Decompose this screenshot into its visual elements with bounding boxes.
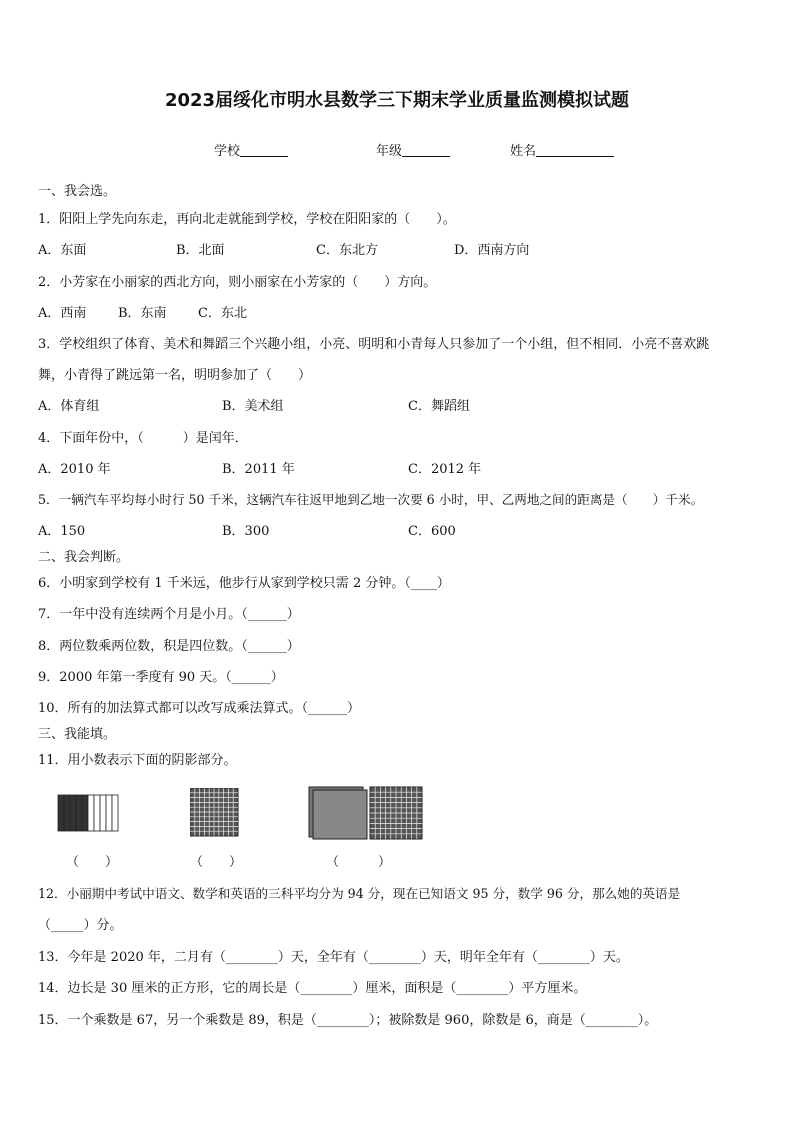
question-5: 5．一辆汽车平均每小时行 50 千米，这辆汽车往返甲地到乙地一次要 6 小时，甲、乙两地之间的距离是（ ）千米。 <box>38 492 704 507</box>
grade-label: 年级 <box>376 144 403 159</box>
question-10: 10．所有的加法算式都可以改写成乘法算式。（______） <box>38 701 361 716</box>
school-field <box>214 140 288 159</box>
name-blank[interactable] <box>536 143 614 157</box>
grade-blank[interactable] <box>402 143 450 157</box>
q4-option-c[interactable]: C．2012 年 <box>408 462 482 477</box>
name-label: 姓名 <box>510 144 537 159</box>
q1-option-a[interactable]: A．东面 <box>38 243 87 258</box>
question-11: 11．用小数表示下面的阴影部分。 <box>38 753 237 768</box>
q11-blank-1[interactable]: （ ） <box>66 855 119 870</box>
figure-strips <box>57 794 119 832</box>
name-field <box>510 140 614 159</box>
strip-empty <box>88 795 94 831</box>
section-heading: 二、我会判断。 <box>38 550 130 565</box>
question-15: 15．一个乘数是 67，另一个乘数是 89，积是（________）；被除数是 960，除数是 6，商是（________）。 <box>38 1013 658 1028</box>
q1-option-b[interactable]: B．北面 <box>176 243 225 258</box>
q1-option-c[interactable]: C．东北方 <box>316 243 378 258</box>
strip-shaded <box>70 795 76 831</box>
question-1: 1．阳阳上学先向东走，再向北走就能到学校，学校在阳阳家的（ ）。 <box>38 212 456 227</box>
question-9: 9．2000 年第一季度有 90 天。（______） <box>38 670 284 685</box>
page-title: 2023届绥化市明水县数学三下期末学业质量监测模拟试题 <box>164 90 630 111</box>
strip-empty <box>100 795 106 831</box>
section-heading: 三、我能填。 <box>38 727 117 742</box>
question-8: 8．两位数乘两位数，积是四位数。（______） <box>38 639 300 654</box>
q11-blank-3[interactable]: （ ） <box>326 855 392 870</box>
school-blank[interactable] <box>240 143 288 157</box>
q2-option-a[interactable]: A．西南 <box>38 306 87 321</box>
q4-option-b[interactable]: B．2011 年 <box>222 462 295 477</box>
question-7: 7．一年中没有连续两个月是小月。（______） <box>38 607 300 622</box>
strip-shaded <box>82 795 88 831</box>
strip-empty <box>106 795 112 831</box>
school-label: 学校 <box>214 144 241 159</box>
strip-shaded <box>76 795 82 831</box>
question-14: 14．边长是 30 厘米的正方形，它的周长是（________）厘米，面积是（________）平方厘米。 <box>38 981 587 996</box>
question-2: 2．小芳家在小丽家的西北方向，则小丽家在小芳家的（ ）方向。 <box>38 275 437 290</box>
figure-grid <box>190 788 240 838</box>
q5-option-b[interactable]: B．300 <box>222 524 270 539</box>
question-3-line-1: 3．学校组织了体育、美术和舞蹈三个兴趣小组，小亮、明明和小青每人只参加了一个小组，但不相同．小亮不喜欢跳 <box>38 337 710 352</box>
question-13: 13．今年是 2020 年，二月有（________）天，全年有（________）天，明年全年有（________）天。 <box>38 950 629 965</box>
question-4: 4．下面年份中，（ ）是闰年． <box>38 431 248 446</box>
grade-field <box>376 140 450 159</box>
question-12-line-2: （_____）分。 <box>38 918 123 933</box>
q5-option-c[interactable]: C．600 <box>408 524 456 539</box>
strip-empty <box>112 795 118 831</box>
q4-option-a[interactable]: A．2010 年 <box>38 462 111 477</box>
question-3-line-2: 舞，小青得了跳远第一名，明明参加了（ ） <box>38 368 312 383</box>
q5-option-a[interactable]: A．150 <box>38 524 86 539</box>
full-square-front <box>313 790 367 839</box>
q1-option-d[interactable]: D．西南方向 <box>454 243 530 258</box>
strip-shaded <box>64 795 70 831</box>
question-12-line-1: 12．小丽期中考试中语文、数学和英语的三科平均分为 94 分，现在已知语文 95 分，数学 96 分，那么她的英语是 <box>38 886 681 901</box>
q3-option-b[interactable]: B．美术组 <box>222 399 284 414</box>
section-heading: 一、我会选。 <box>38 184 117 199</box>
figure-square-and-grid <box>308 786 428 840</box>
strip-empty <box>94 795 100 831</box>
q11-blank-2[interactable]: （ ） <box>190 855 243 870</box>
q2-option-c[interactable]: C．东北 <box>198 306 247 321</box>
q2-option-b[interactable]: B．东南 <box>118 306 167 321</box>
q3-option-c[interactable]: C．舞蹈组 <box>408 399 470 414</box>
question-6: 6．小明家到学校有 1 千米远，他步行从家到学校只需 2 分钟。（____） <box>38 576 450 591</box>
strip-shaded <box>58 795 64 831</box>
q3-option-a[interactable]: A．体育组 <box>38 399 100 414</box>
